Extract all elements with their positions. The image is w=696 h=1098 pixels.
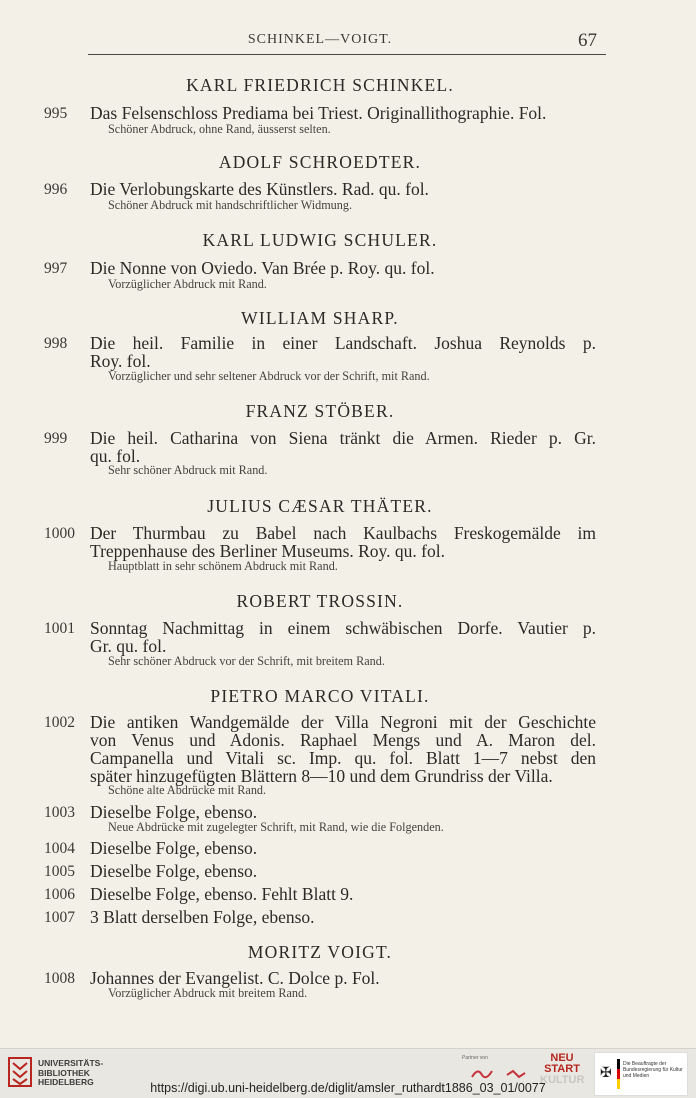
lot-number-1000: 1000: [44, 525, 75, 542]
artist-heading-schroedter: ADOLF SCHROEDTER.: [218, 152, 422, 172]
lot-996-line-1: Die Verlobungskarte des Künstlers. Rad. qu. fol.: [90, 179, 429, 199]
lot-1008-line-1: Johannes der Evangelist. C. Dolce p. Fol.: [90, 968, 380, 988]
lot-number-1004: 1004: [44, 840, 75, 857]
lot-999-line-2: qu. fol.: [90, 446, 141, 466]
lot-995-note: Schöner Abdruck, ohne Rand, äusserst selten.: [108, 122, 331, 136]
lot-1007-line-1: 3 Blatt derselben Folge, ebenso.: [90, 907, 315, 927]
lot-number-1005: 1005: [44, 863, 75, 880]
lot-1000-line-1: Der Thurmbau zu Babel nach Kaulbachs Freskogemälde im: [90, 523, 596, 543]
lot-1002-line-4: später hinzugefügten Blättern 8—10 und dem Grundriss der Villa.: [90, 766, 553, 786]
lot-1003-line-1: Dieselbe Folge, ebenso.: [90, 802, 258, 822]
lot-998-note: Vorzüglicher und sehr seltener Abdruck vor der Schrift, mit Rand.: [108, 369, 430, 383]
artist-heading-thaeter: JULIUS CÆSAR THÄTER.: [207, 496, 433, 516]
lot-1005-line-1: Dieselbe Folge, ebenso.: [90, 861, 258, 881]
artist-heading-vitali: PIETRO MARCO VITALI.: [210, 686, 430, 706]
lot-1002-line-2: von Venus und Adonis. Raphael Mengs und A. Maron del.: [90, 730, 596, 750]
page-url[interactable]: https://digi.ub.uni-heidelberg.de/diglit/amsler_ruthardt1886_03_01/0077: [150, 1081, 546, 1095]
lot-number-1001: 1001: [44, 620, 75, 637]
lot-1000-note: Hauptblatt in sehr schönem Abdruck mit Rand.: [108, 559, 338, 573]
lot-1002-line-3: Campanella und Vitali sc. Imp. qu. fol. Blatt 1—7 nebst den: [90, 748, 596, 768]
lot-996-note: Schöner Abdruck mit handschriftlicher Widmung.: [108, 198, 352, 212]
lot-number-1002: 1002: [44, 714, 75, 731]
artist-heading-schuler: KARL LUDWIG SCHULER.: [202, 230, 438, 250]
lot-number-997: 997: [44, 260, 68, 277]
lot-1008-note: Vorzüglicher Abdruck mit breitem Rand.: [108, 986, 308, 1000]
lot-997-note: Vorzüglicher Abdruck mit Rand.: [108, 277, 267, 291]
artist-heading-schinkel: KARL FRIEDRICH SCHINKEL.: [186, 75, 454, 95]
neustart-line-2: START: [544, 1063, 580, 1075]
lot-number-995: 995: [44, 105, 68, 122]
neustart-line-1: NEU: [550, 1052, 574, 1064]
artist-heading-trossin: ROBERT TROSSIN.: [236, 591, 404, 611]
lot-1001-line-2: Gr. qu. fol.: [90, 636, 167, 656]
lot-1001-line-1: Sonntag Nachmittag in einem schwäbischen Dorfe. Vautier p.: [90, 618, 596, 638]
lot-999-note: Sehr schöner Abdruck mit Rand.: [108, 463, 268, 477]
lot-1006-line-1: Dieselbe Folge, ebenso. Fehlt Blatt 9.: [90, 884, 354, 904]
library-line-3: HEIDELBERG: [38, 1077, 94, 1087]
lot-number-1003: 1003: [44, 804, 75, 821]
lot-number-999: 999: [44, 430, 68, 447]
lot-number-996: 996: [44, 181, 68, 198]
library-line-1: UNIVERSITÄTS-: [38, 1058, 104, 1068]
lot-number-1008: 1008: [44, 970, 75, 987]
lot-998-line-2: Roy. fol.: [90, 351, 151, 371]
lot-999-line-1: Die heil. Catharina von Siena tränkt die Armen. Rieder p. Gr.: [90, 428, 596, 448]
lot-997-line-1: Die Nonne von Oviedo. Van Brée p. Roy. qu. fol.: [90, 258, 435, 278]
lot-995-line-1: Das Felsenschloss Prediama bei Triest. Originallithographie. Fol.: [90, 103, 547, 123]
neustart-line-3: KULTUR: [540, 1074, 585, 1086]
lot-number-1006: 1006: [44, 886, 75, 903]
running-title: SCHINKEL—VOIGT.: [247, 32, 393, 47]
lot-1002-note: Schöne alte Abdrücke mit Rand.: [108, 783, 267, 797]
artist-heading-voigt: MORITZ VOIGT.: [247, 942, 393, 962]
partner-label: Partner von: [462, 1055, 488, 1061]
library-line-2: BIBLIOTHEK: [38, 1067, 90, 1078]
federal-eagle-icon: ✠: [600, 1066, 612, 1081]
lot-998-line-1: Die heil. Familie in einer Landschaft. Joshua Reynolds p.: [90, 333, 596, 353]
header-rule: [88, 54, 606, 55]
artist-heading-stoeber: FRANZ STÖBER.: [245, 401, 395, 421]
lot-1004-line-1: Dieselbe Folge, ebenso.: [90, 838, 258, 858]
running-head: [0, 30, 696, 56]
lot-number-1007: 1007: [44, 909, 75, 926]
artist-heading-sharp: WILLIAM SHARP.: [241, 308, 399, 328]
page-number: 67: [578, 30, 597, 51]
lot-number-998: 998: [44, 335, 68, 352]
lot-1002-line-1: Die antiken Wandgemälde der Villa Negroni mit der Geschichte: [90, 712, 596, 732]
federal-government-text: Die Beauftragte der Bundesregierung für Kultur und Medien: [623, 1061, 683, 1079]
lot-1001-note: Sehr schöner Abdruck vor der Schrift, mit breitem Rand.: [108, 654, 385, 668]
lot-1000-line-2: Treppenhause des Berliner Museums. Roy. qu. fol.: [90, 541, 445, 561]
lot-1003-note: Neue Abdrücke mit zugelegter Schrift, mit Rand, wie die Folgenden.: [108, 820, 444, 834]
